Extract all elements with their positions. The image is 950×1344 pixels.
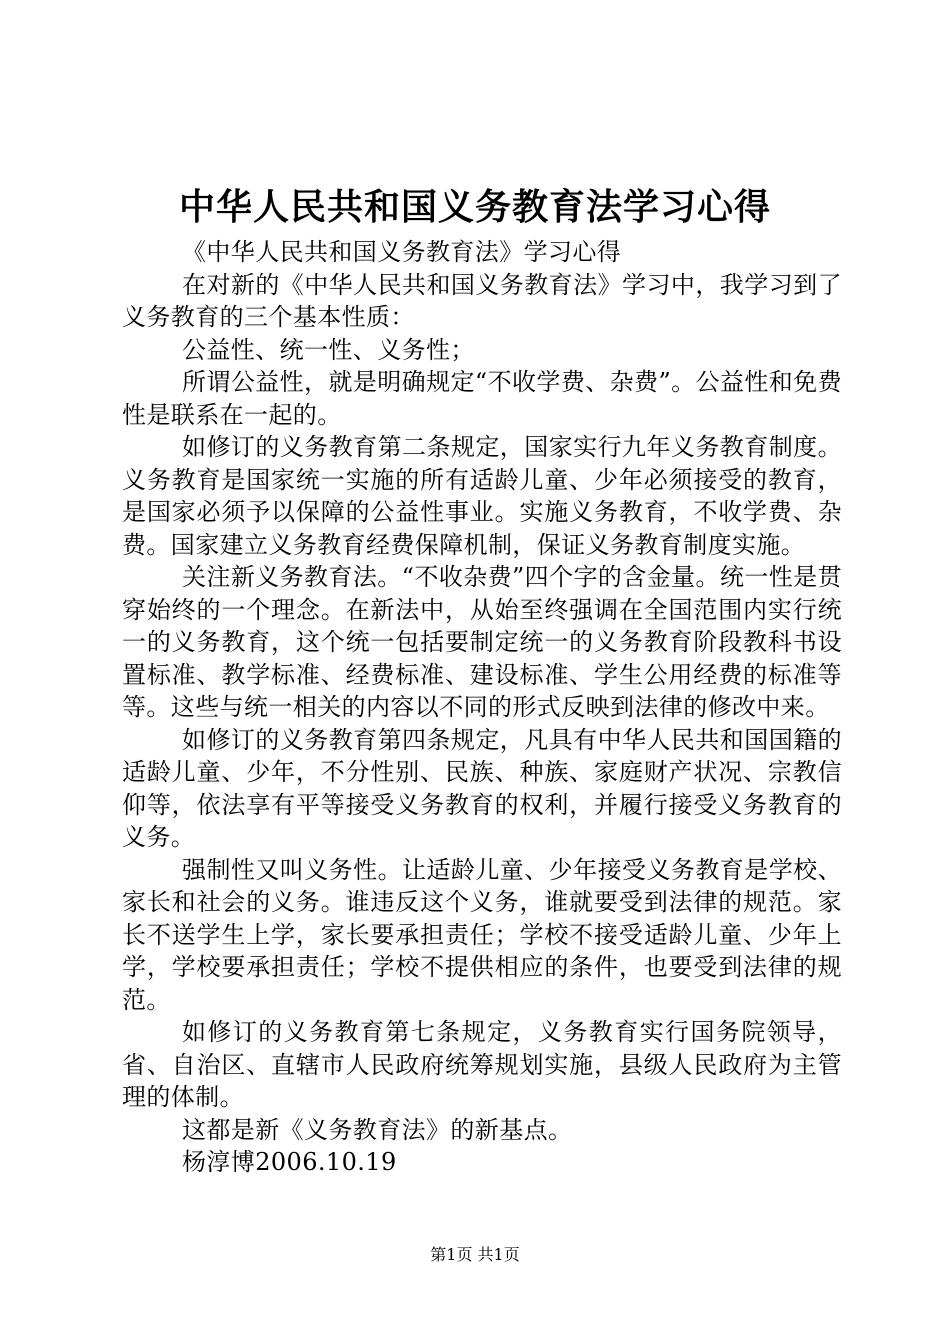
paragraph-properties: 公益性、统一性、义务性； [182, 335, 475, 364]
paragraph-subtitle: 《中华人民共和国义务教育法》学习心得 [182, 238, 622, 266]
document-title: 中华人民共和国义务教育法学习心得 [178, 186, 771, 228]
paragraph-article-four: 如修订的义务教育第四条规定，凡具有中华人民共和国国籍的适龄儿童、少年，不分性别、民族、种族、家庭财产状况、宗教信仰等，依法享有平等接受义务教育的权利，并履行接受义务教育的义务。 [122, 725, 842, 851]
paragraph-article-two: 如修订的义务教育第二条规定，国家实行九年义务教育制度。义务教育是国家统一实施的所有适龄儿童、少年必须接受的教育，是国家必须予以保障的公益性事业。实施义务教育，不收学费、杂费。国家建立义务教育经费保障机制，保证义务教育制度实施。 [122, 433, 842, 559]
page-footer: 第1页 共1页 [430, 1245, 520, 1264]
paragraph-conclusion: 这都是新《义务教育法》的新基点。 [182, 1115, 573, 1144]
paragraph-public-welfare: 所谓公益性，就是明确规定“不收学费、杂费”。公益性和免费性是联系在一起的。 [122, 368, 842, 429]
paragraph-article-seven: 如修订的义务教育第七条规定，义务教育实行国务院领导，省、自治区、直辖市人民政府统筹规划实施，县级人民政府为主管理的体制。 [122, 1018, 842, 1111]
paragraph-unity: 关注新义务教育法。“不收杂费”四个字的含金量。统一性是贯穿始终的一个理念。在新法中，从始至终强调在全国范围内实行统一的义务教育，这个统一包括要制定统一的义务教育阶段教科书设置标准、教学标准、经费标准、建设标准、学生公用经费的标准等等。这些与统一相关的内容以不同的形式反映到法律的修改中来。 [122, 563, 842, 721]
paragraph-signature: 杨淳博2006.10.19 [182, 1148, 397, 1176]
paragraph-intro: 在对新的《中华人民共和国义务教育法》学习中，我学习到了义务教育的三个基本性质： [122, 270, 842, 331]
paragraph-compulsory: 强制性又叫义务性。让适龄儿童、少年接受义务教育是学校、家长和社会的义务。谁违反这个义务，谁就要受到法律的规范。家长不送学生上学，家长要承担责任；学校不接受适龄儿童、少年上学，学校要承担责任；学校不提供相应的条件，也要受到法律的规范。 [122, 855, 842, 1014]
document-body [122, 236, 842, 1179]
